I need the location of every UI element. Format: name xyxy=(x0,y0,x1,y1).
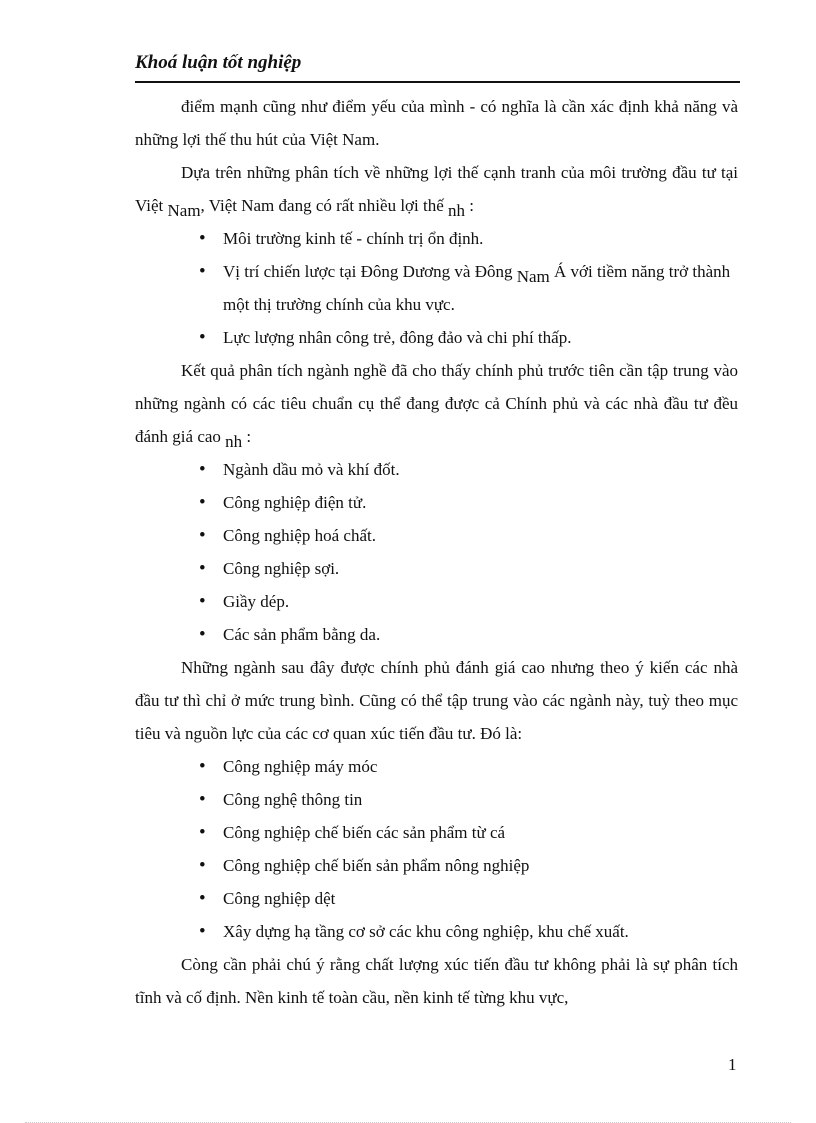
paragraph-3-text: Kết quả phân tích ngành nghề đã cho thấy chính phủ trước tiên cần tập trung vào những ngành có các tiêu chuẩn cụ thể đang được cả Chính phủ và các nhà đầu tư đều đánh giá cao xyxy=(135,361,738,446)
list-item: • Ngành dầu mỏ và khí đốt. xyxy=(223,453,738,486)
list-item xyxy=(223,255,738,321)
paragraph-3-lowered-fragment: nh xyxy=(225,432,243,451)
list-item: • Các sản phẩm bằng da. xyxy=(223,618,738,651)
list-item-text-cont: Á với tiềm năng trở thành một thị trường chính của khu vực. xyxy=(223,262,731,314)
list-item: • Công nghiệp sợi. xyxy=(223,552,738,585)
secondary-industries-list xyxy=(135,750,738,948)
paragraph-3-colon: : xyxy=(242,427,252,446)
list-item: • Công nghiệp hoá chất. xyxy=(223,519,738,552)
paragraph-2-lowered-word: Nam xyxy=(167,201,201,220)
list-item: • Công nghiệp máy móc xyxy=(223,750,738,783)
paragraph-2 xyxy=(135,156,738,222)
list-item: • Công nghiệp chế biến các sản phẩm từ cá xyxy=(223,816,738,849)
paragraph-3 xyxy=(135,354,738,453)
advantages-list xyxy=(135,222,738,354)
list-item: • Công nghệ thông tin xyxy=(223,783,738,816)
paragraph-2-colon: : xyxy=(465,196,475,215)
paragraph-2-text-cont: , Việt Nam đang có rất nhiều lợi thế xyxy=(200,196,444,215)
list-item-lowered-word: Nam xyxy=(516,267,550,286)
document-body xyxy=(135,90,738,1014)
paragraph-5: Còng cần phải chú ý rằng chất lượng xúc tiến đầu tư không phải là sự phân tích tĩnh và cố định. Nền kinh tế toàn cầu, nền kinh tế từng khu vực, xyxy=(135,955,738,1007)
paragraph-4: Những ngành sau đây được chính phủ đánh giá cao nhưng theo ý kiến các nhà đầu tư thì chỉ ở mức trung bình. Cũng có thể tập trung vào các ngành này, tuỳ theo mục tiêu và nguồn lực của các cơ quan xúc tiến đầu tư. Đó là: xyxy=(135,658,738,743)
page-number: 1 xyxy=(728,1055,737,1074)
paragraph-2-text: Dựa trên những phân tích về những lợi thế cạnh tranh của môi trường đầu tư tại Việt xyxy=(135,163,738,215)
header-title: Khoá luận tốt nghiệp xyxy=(135,52,302,73)
list-item: • Môi trường kinh tế - chính trị ổn định. xyxy=(223,222,738,255)
list-item: • Công nghiệp điện tử. xyxy=(223,486,738,519)
list-item-text: Vị trí chiến lược tại Đông Dương và Đông xyxy=(223,262,513,281)
list-item: • Giầy dép. xyxy=(223,585,738,618)
list-item: • Lực lượng nhân công trẻ, đông đảo và chi phí thấp. xyxy=(223,321,738,354)
priority-industries-list xyxy=(135,453,738,651)
paragraph-2-lowered-fragment: nh xyxy=(448,201,466,220)
list-item: • Công nghiệp dệt xyxy=(223,882,738,915)
list-item: • Công nghiệp chế biến sản phẩm nông nghiệp xyxy=(223,849,738,882)
header-divider xyxy=(135,81,740,83)
list-item: • Xây dựng hạ tầng cơ sở các khu công nghiệp, khu chế xuất. xyxy=(223,915,738,948)
paragraph-1: điểm mạnh cũng như điểm yếu của mình - có nghĩa là cần xác định khả năng và những lợi thế thu hút của Việt Nam. xyxy=(135,97,738,149)
